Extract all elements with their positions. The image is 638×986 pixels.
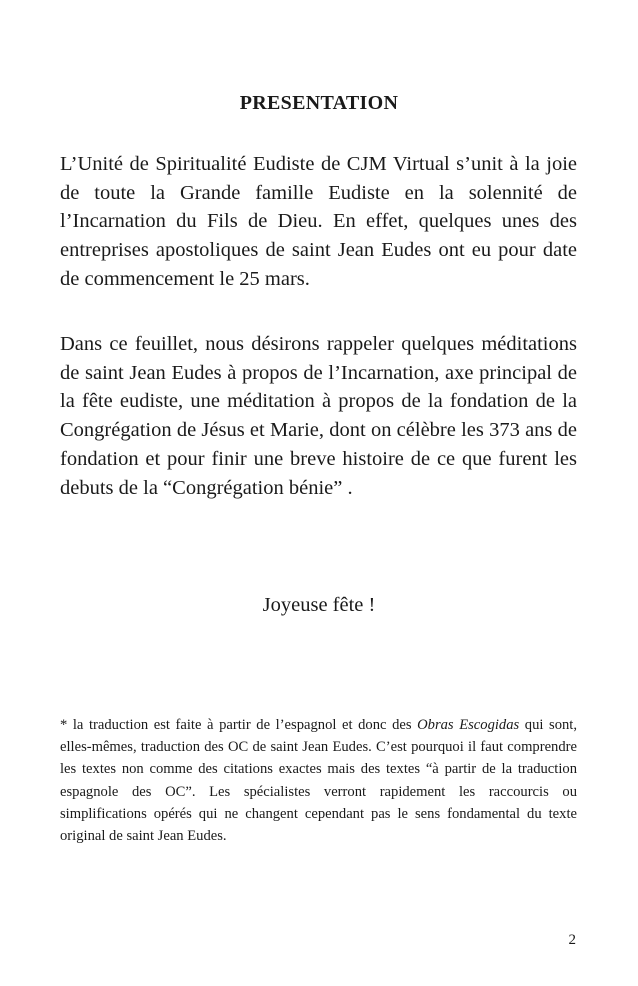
closing-greeting: Joyeuse fête ! xyxy=(262,594,376,616)
paragraph-contents: Dans ce feuillet, nous désirons rappeler quelques méditations de saint Jean Eudes à propos de l’Incarnation, axe principal de la fête eudiste, une méditation à propos de la fondation de la Congrégation de Jésus et Marie, dont on célèbre les 373 ans de fondation et pour finir une breve histoire de ce que furent les debuts de la “Congrégation bénie” . xyxy=(60,333,577,499)
paragraph-intro: L’Unité de Spiritualité Eudiste de CJM Virtual s’unit à la joie de toute la Grande famille Eudiste en la solennité de l’Incarnation du Fils de Dieu. En effet, quelques unes des entreprises apostoliques de saint Jean Eudes ont eu pour date de commencement le 25 mars. xyxy=(60,153,577,290)
footnote xyxy=(60,714,577,847)
page-number: 2 xyxy=(568,932,576,948)
footnote-book-title: Obras Escogidas xyxy=(417,717,520,733)
footnote-text-end: qui sont, elles-mêmes, traduction des OC de saint Jean Eudes. C’est pourquoi il faut comprendre les textes non comme des citations exactes mais des textes “à partir de la traduction espagnole des OC”. Les spécialistes verront rapidement les raccourcis ou simplifications opérés qui ne changent cependant pas le sens fondamental du texte original de saint Jean Eudes. xyxy=(60,717,577,845)
page-title: PRESENTATION xyxy=(239,92,399,114)
footnote-text-start: * la traduction est faite à partir de l’espagnol et donc des xyxy=(60,717,418,733)
